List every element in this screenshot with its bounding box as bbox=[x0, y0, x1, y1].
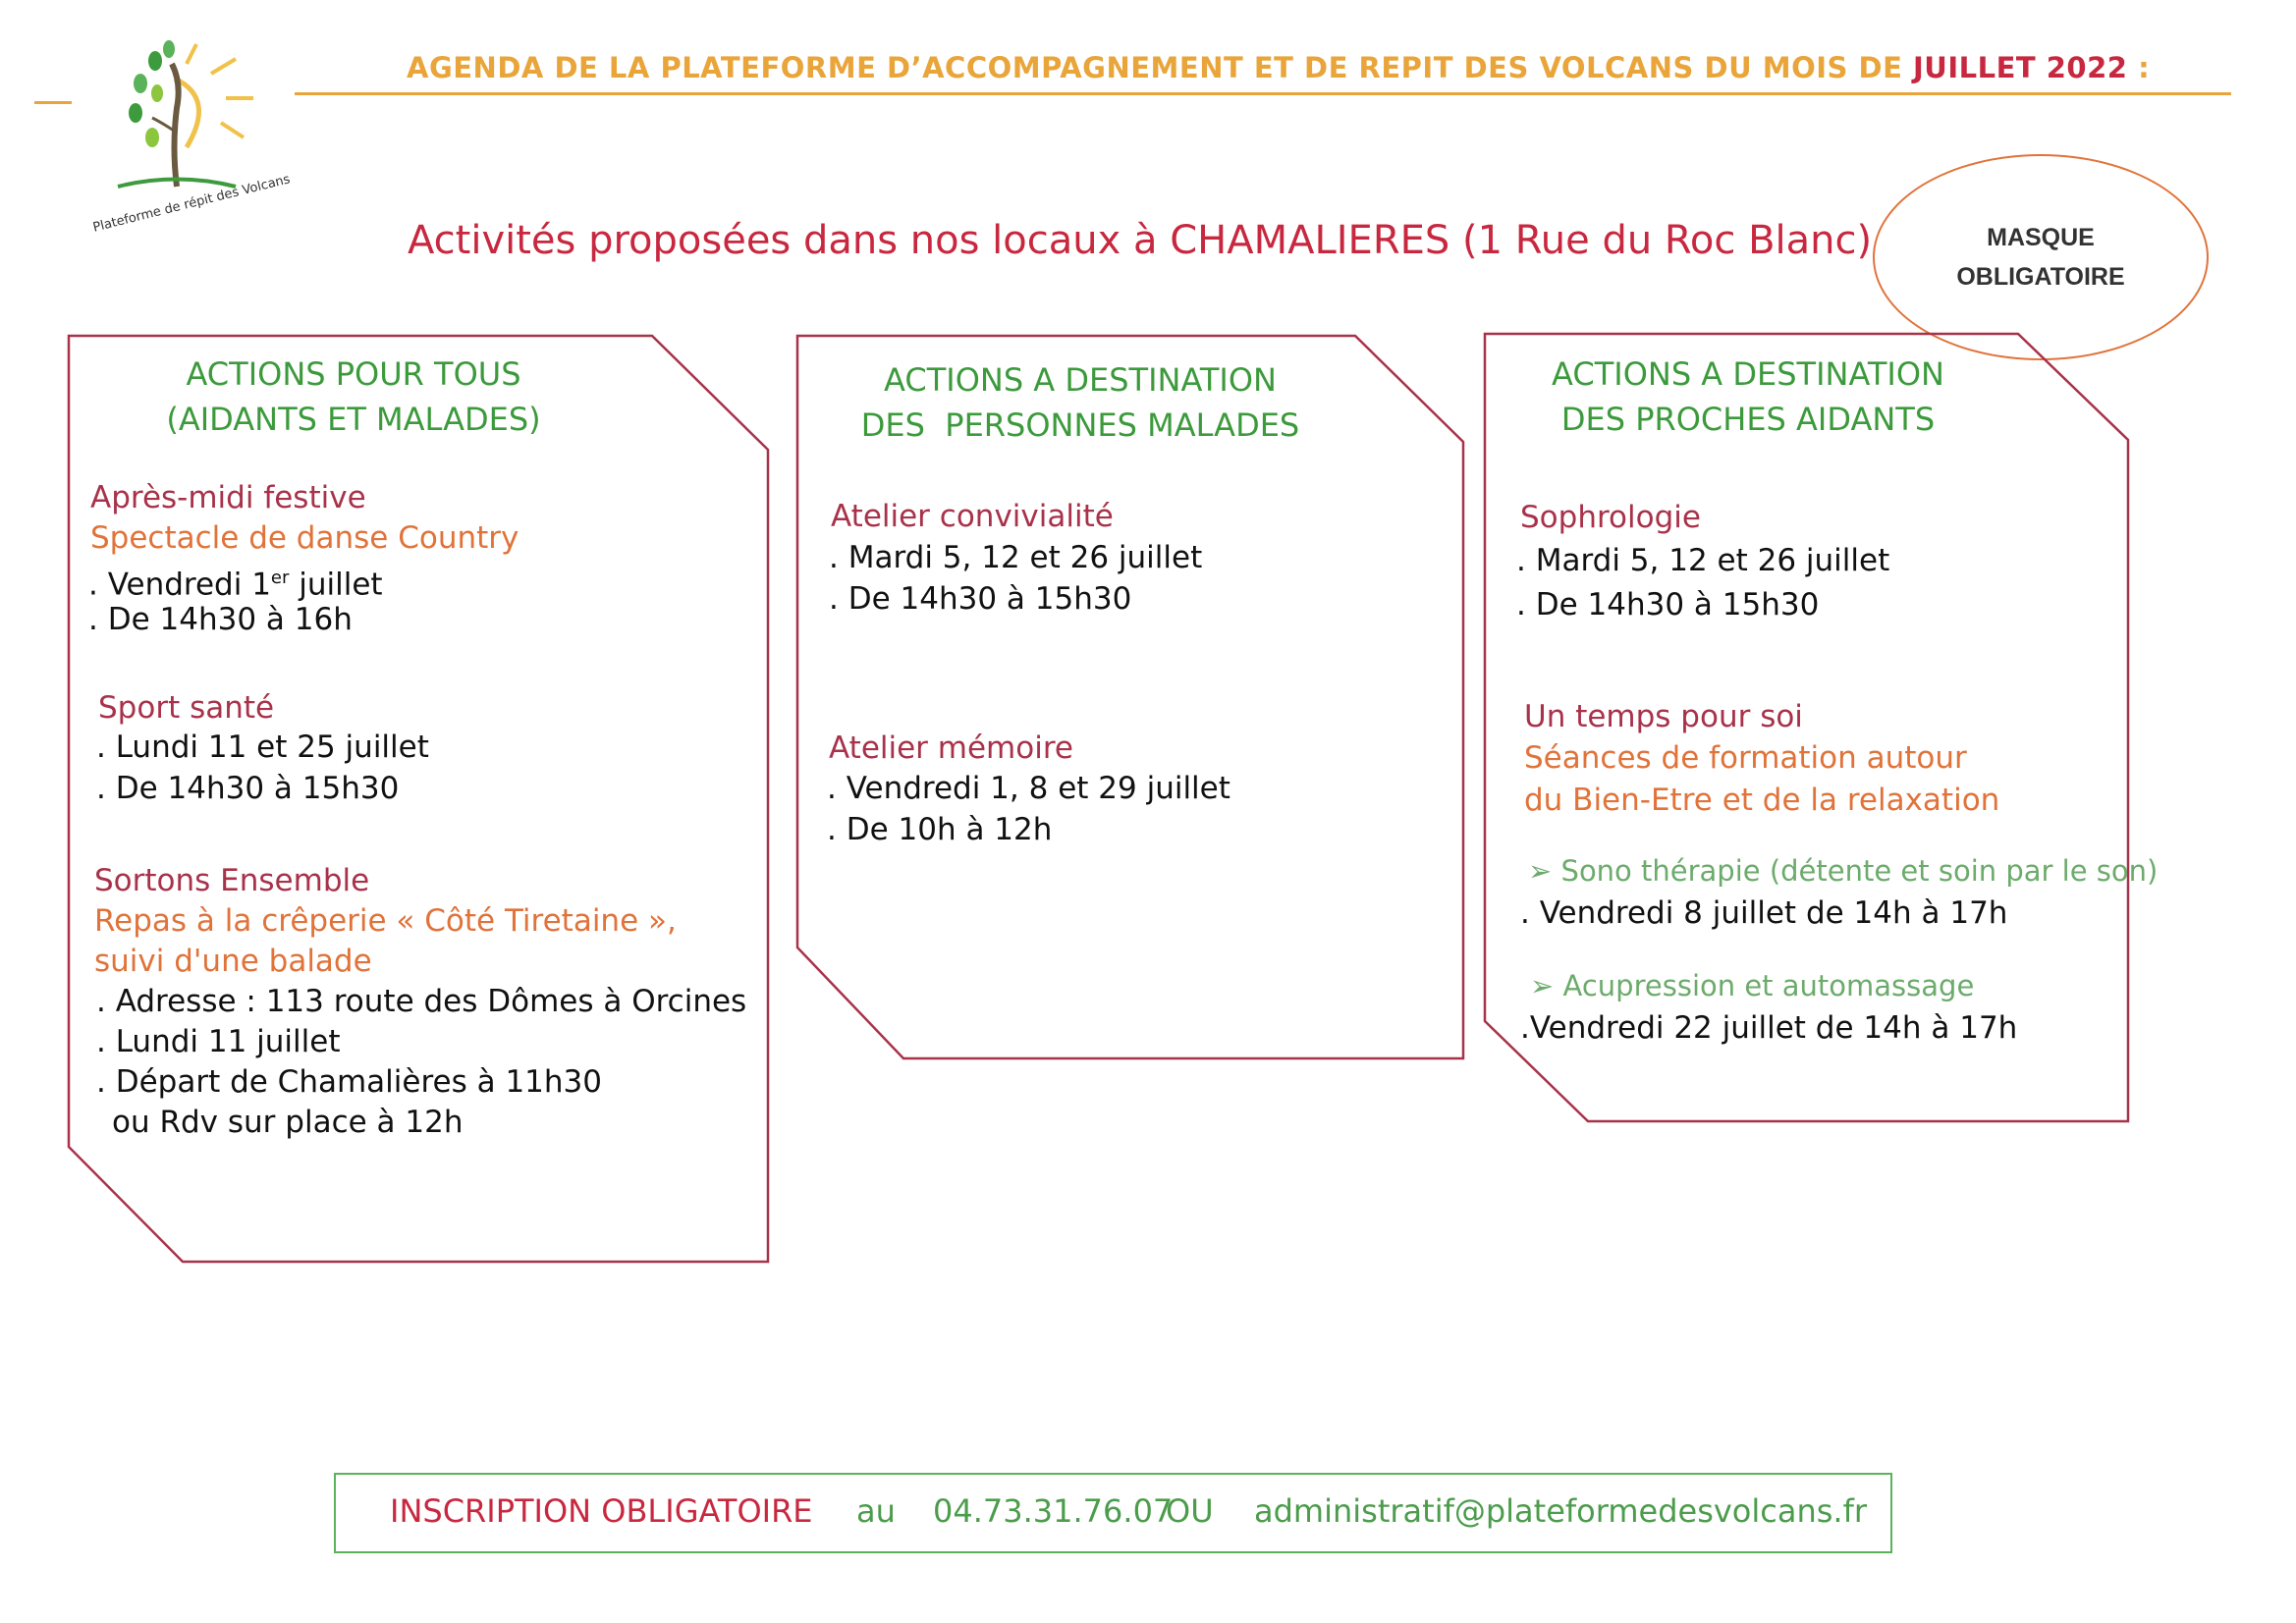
arrow-bullet-icon: ➢ bbox=[1530, 969, 1563, 1002]
activity-title: Sport santé bbox=[98, 690, 275, 726]
activity-date: . Vendredi 1er juillet bbox=[88, 567, 383, 603]
activity-subtitle: suivi d'une balade bbox=[94, 944, 372, 979]
activity-address: . Adresse : 113 route des Dômes à Orcines bbox=[96, 984, 747, 1019]
column-1-heading: ACTIONS POUR TOUS (AIDANTS ET MALADES) bbox=[166, 355, 541, 438]
activity-date: . Lundi 11 et 25 juillet bbox=[96, 730, 429, 765]
activity-title: Atelier mémoire bbox=[829, 730, 1073, 766]
activity-departure: . Départ de Chamalières à 11h30 bbox=[96, 1064, 602, 1100]
column-2-heading: ACTIONS A DESTINATION DES PERSONNES MALADES bbox=[860, 361, 1300, 444]
page-subtitle: Activités proposées dans nos locaux à CHAMALIERES (1 Rue du Roc Blanc) bbox=[408, 218, 1873, 263]
phone-number[interactable]: 04.73.31.76.07 bbox=[933, 1492, 1174, 1530]
activity-date: . Lundi 11 juillet bbox=[96, 1024, 341, 1059]
activity-time: . De 14h30 à 15h30 bbox=[1516, 587, 1820, 622]
sub-activity-label: ➢ Sono thérapie (détente et soin par le son) bbox=[1528, 854, 2159, 888]
sun-rays-icon bbox=[175, 44, 253, 147]
title-month: JUILLET 2022 bbox=[1912, 51, 2128, 84]
column-3-heading: ACTIONS A DESTINATION DES PROCHES AIDANTS bbox=[1552, 355, 1944, 438]
mask-notice-badge: MASQUE OBLIGATOIRE bbox=[1873, 154, 2209, 360]
activity-subtitle: du Bien-Etre et de la relaxation bbox=[1524, 783, 2000, 818]
sub-activity-label: ➢ Acupression et automassage bbox=[1530, 969, 1975, 1002]
sub-activity-date: . Vendredi 8 juillet de 14h à 17h bbox=[1520, 895, 2008, 931]
registration-label: INSCRIPTION OBLIGATOIRE bbox=[390, 1492, 813, 1530]
sub-activity-date: .Vendredi 22 juillet de 14h à 17h bbox=[1520, 1010, 2018, 1046]
activity-time: . De 14h30 à 15h30 bbox=[96, 771, 400, 806]
activity-subtitle: Séances de formation autour bbox=[1524, 740, 1967, 776]
footer-or: OU bbox=[1166, 1492, 1214, 1530]
activity-subtitle: Spectacle de danse Country bbox=[90, 520, 519, 556]
activity-date: . Mardi 5, 12 et 26 juillet bbox=[1516, 543, 1890, 578]
activity-title: Sophrologie bbox=[1520, 500, 1701, 535]
activity-time: . De 14h30 à 16h bbox=[88, 602, 353, 637]
activity-title: Après-midi festive bbox=[90, 480, 366, 515]
activity-time: . De 10h à 12h bbox=[827, 812, 1053, 847]
page-title: AGENDA DE LA PLATEFORME D’ACCOMPAGNEMENT ET DE REPIT DES VOLCANS DU MOIS DE JUILLET 2022 : bbox=[407, 51, 2151, 84]
tree-icon bbox=[118, 40, 236, 187]
activity-meeting: ou Rdv sur place à 12h bbox=[112, 1105, 464, 1140]
activity-title: Sortons Ensemble bbox=[94, 863, 370, 898]
registration-footer bbox=[334, 1473, 1892, 1553]
header-rule-left bbox=[34, 101, 72, 104]
activity-date: . Mardi 5, 12 et 26 juillet bbox=[829, 540, 1203, 575]
arrow-bullet-icon: ➢ bbox=[1528, 854, 1561, 888]
activity-title: Un temps pour soi bbox=[1524, 699, 1803, 734]
activity-title: Atelier convivialité bbox=[831, 499, 1114, 534]
activity-date: . Vendredi 1, 8 et 29 juillet bbox=[827, 771, 1230, 806]
logo-caption: Plateforme de répit des Volcans bbox=[91, 172, 292, 236]
footer-connector: au bbox=[856, 1492, 896, 1530]
header-rule-right bbox=[295, 92, 2231, 95]
activity-subtitle: Repas à la crêperie « Côté Tiretaine », bbox=[94, 903, 677, 939]
email-link[interactable]: administratif@plateformedesvolcans.fr bbox=[1254, 1492, 1868, 1530]
activity-time: . De 14h30 à 15h30 bbox=[829, 581, 1132, 617]
logo bbox=[79, 39, 275, 206]
